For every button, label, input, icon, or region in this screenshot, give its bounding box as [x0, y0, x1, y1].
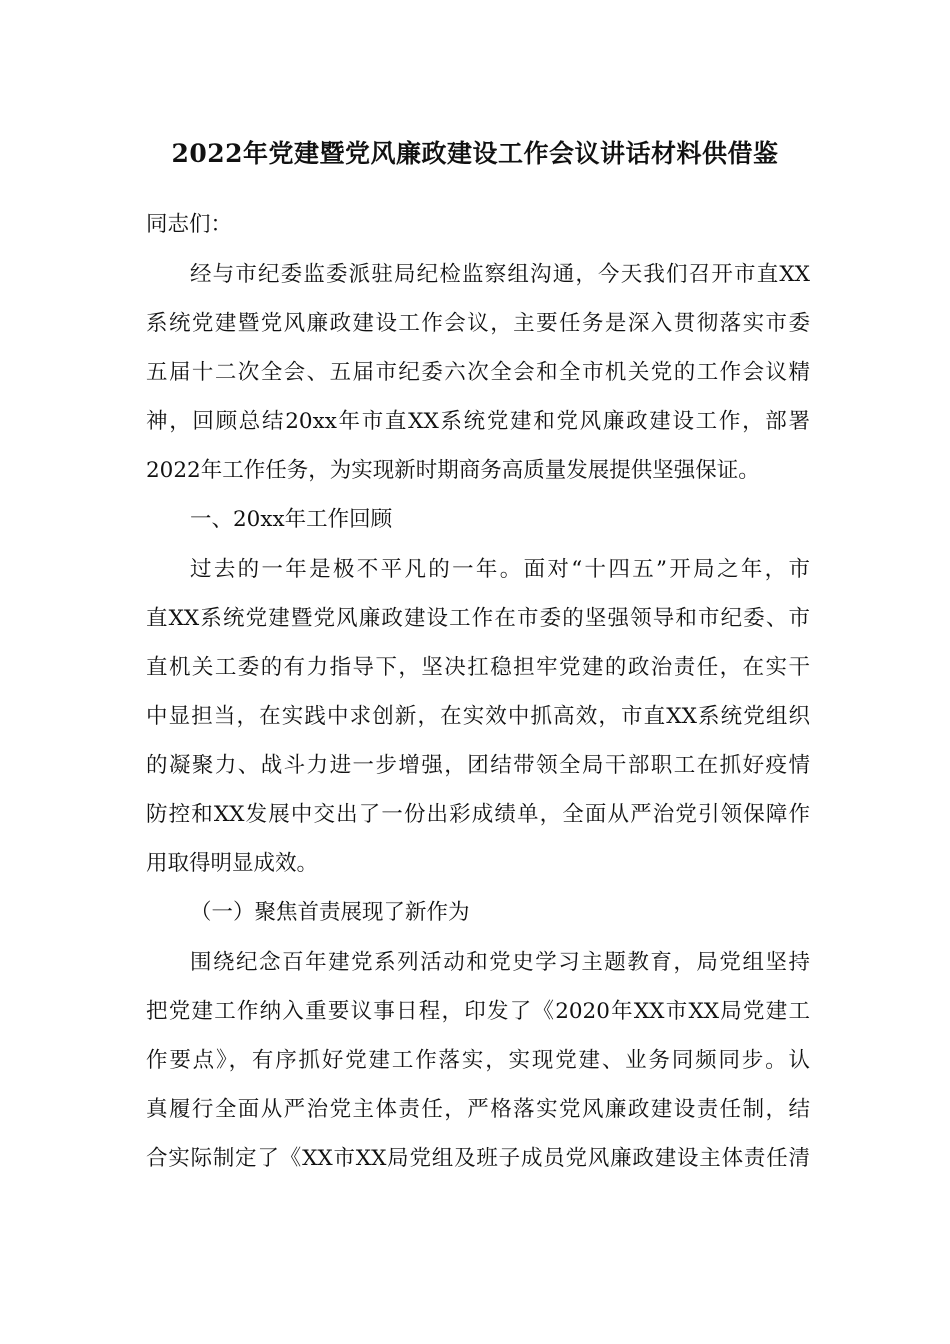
paragraph-line: 直机关工委的有力指导下，坚决扛稳担牢党建的政治责任，在实干	[146, 655, 810, 680]
paragraph-line: 经与市纪委监委派驻局纪检监察组沟通，今天我们召开市直XX	[190, 262, 810, 287]
paragraph-line: 直XX系统党建暨党风廉政建设工作在市委的坚强领导和市纪委、市	[146, 606, 810, 631]
paragraph-line: 作要点》，有序抓好党建工作落实，实现党建、业务同频同步。认	[146, 1048, 810, 1073]
paragraph-line: 中显担当，在实践中求创新，在实效中抓高效，市直XX系统党组织	[146, 704, 810, 729]
paragraph-line: 真履行全面从严治党主体责任，严格落实党风廉政建设责任制，结	[146, 1097, 810, 1122]
paragraph-line: 防控和XX发展中交出了一份出彩成绩单，全面从严治党引领保障作	[146, 802, 810, 827]
paragraph-line: 五届十二次全会、五届市纪委六次全会和全市机关党的工作会议精	[146, 360, 810, 385]
paragraph-line: 的凝聚力、战斗力进一步增强，团结带领全局干部职工在抓好疫情	[146, 753, 810, 778]
paragraph-line: 合实际制定了《XX市XX局党组及班子成员党风廉政建设主体责任清	[146, 1146, 810, 1171]
greeting: 同志们：	[146, 212, 233, 237]
paragraph-line: 把党建工作纳入重要议事日程，印发了《2020年XX市XX局党建工	[146, 999, 810, 1024]
paragraph-line: 过去的一年是极不平凡的一年。面对“十四五”开局之年，市	[190, 557, 810, 582]
paragraph-line: 用取得明显成效。	[146, 851, 319, 876]
section-heading: 一、20xx年工作回顾	[190, 507, 393, 532]
document-title: 2022年党建暨党风廉政建设工作会议讲话材料供借鉴	[171, 139, 779, 168]
paragraph-line: 神，回顾总结20xx年市直XX系统党建和党风廉政建设工作，部署	[146, 409, 810, 434]
paragraph-line: 围绕纪念百年建党系列活动和党史学习主题教育，局党组坚持	[190, 950, 810, 975]
subsection-heading: （一）聚焦首责展现了新作为	[190, 900, 470, 925]
paragraph-line: 2022年工作任务，为实现新时期商务高质量发展提供坚强保证。	[146, 458, 760, 483]
paragraph-line: 系统党建暨党风廉政建设工作会议，主要任务是深入贯彻落实市委	[146, 311, 810, 336]
